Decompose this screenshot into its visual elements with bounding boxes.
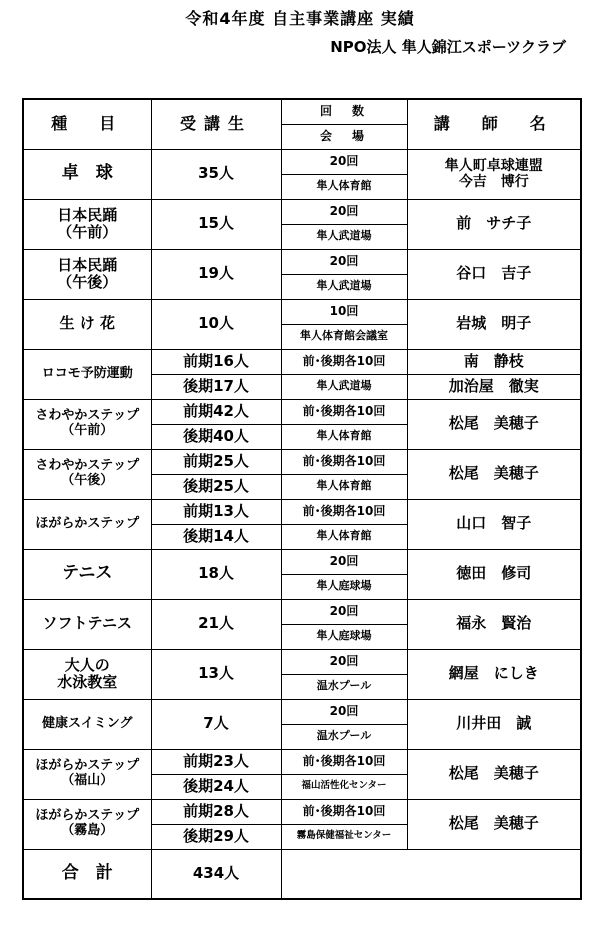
sessions-cell: 20回 (281, 649, 407, 674)
sessions-cell: 前･後期各10回 (281, 399, 407, 424)
participants-first-cell: 前期13人 (151, 499, 281, 524)
line-text: 前 サチ子 (456, 214, 532, 233)
line-text: 日本民踊 (57, 255, 118, 274)
instructor-cell (407, 549, 581, 599)
participants-cell: 15人 (151, 199, 281, 249)
instructor-cell (407, 499, 581, 549)
venue-cell: 隼人武道場 (281, 224, 407, 249)
venue-cell: 隼人体育館 (281, 524, 407, 549)
line-text: 松尾 美穂子 (448, 764, 539, 783)
table-row (23, 499, 581, 524)
line-text: （福山） (61, 773, 114, 788)
venue-cell: 隼人武道場 (281, 374, 407, 399)
subject-cell (23, 249, 151, 299)
total-count: 434人 (151, 849, 281, 899)
line-text: （午後） (57, 273, 118, 291)
subject-cell (23, 399, 151, 449)
subject-cell (23, 699, 151, 749)
sessions-cell: 前･後期各10回 (281, 449, 407, 474)
table-row (23, 649, 581, 674)
total-row (23, 849, 581, 899)
participants-second-cell: 後期24人 (151, 774, 281, 799)
line-text: 大人の (64, 655, 110, 674)
subject-cell (23, 349, 151, 399)
instructor-second-cell: 加治屋 徹実 (407, 374, 581, 399)
line-text: 松尾 美穂子 (448, 464, 539, 483)
line-text: 今吉 博行 (458, 174, 529, 190)
table-row (23, 449, 581, 474)
line-text: ほがらかステップ (35, 758, 140, 774)
instructor-cell (407, 299, 581, 349)
table-row (23, 799, 581, 824)
instructor-first-cell: 南 静枝 (407, 349, 581, 374)
participants-second-cell: 後期25人 (151, 474, 281, 499)
line-text: ソフトテニス (42, 614, 132, 633)
participants-cell: 21人 (151, 599, 281, 649)
sessions-cell: 20回 (281, 599, 407, 624)
venue-cell: 隼人体育館 (281, 174, 407, 199)
line-text: 生 け 花 (59, 314, 115, 333)
participants-second-cell: 後期17人 (151, 374, 281, 399)
sessions-cell: 20回 (281, 549, 407, 574)
subject-cell (23, 599, 151, 649)
venue-cell: 霧島保健福祉センター (281, 824, 407, 849)
sessions-cell: 前･後期各10回 (281, 749, 407, 774)
instructor-cell (407, 799, 581, 849)
participants-cell: 13人 (151, 649, 281, 699)
line-text: （霧島） (61, 823, 114, 838)
sessions-cell: 20回 (281, 699, 407, 724)
participants-first-cell: 前期25人 (151, 449, 281, 474)
subject-cell (23, 749, 151, 799)
instructor-cell (407, 599, 581, 649)
header-instructor: 講 師 名 (407, 99, 581, 149)
venue-cell: 隼人体育館会議室 (281, 324, 407, 349)
line-text: ほがらかステップ (35, 808, 140, 824)
line-text: 岩城 明子 (456, 314, 532, 333)
line-text: 松尾 美穂子 (448, 814, 539, 833)
line-text: 松尾 美穂子 (448, 414, 539, 433)
venue-cell: 隼人庭球場 (281, 574, 407, 599)
results-table (22, 98, 582, 900)
table-row (23, 399, 581, 424)
participants-first-cell: 前期28人 (151, 799, 281, 824)
line-text: ほがらかステップ (35, 515, 140, 531)
instructor-cell (407, 749, 581, 799)
venue-cell: 福山活性化センター (281, 774, 407, 799)
line-text: （午後） (61, 473, 114, 488)
participants-cell: 10人 (151, 299, 281, 349)
table-row (23, 249, 581, 274)
total-label: 合 計 (23, 849, 151, 899)
organization-name: NPO法人 隼人錦江スポーツクラブ (330, 38, 566, 56)
sessions-cell: 前･後期各10回 (281, 349, 407, 374)
line-text: 水泳教室 (57, 673, 118, 691)
table-row (23, 199, 581, 224)
page-title: 令和4年度 自主事業講座 実績 (185, 9, 415, 28)
line-text: （午前） (57, 223, 118, 241)
instructor-cell (407, 649, 581, 699)
participants-first-cell: 前期23人 (151, 749, 281, 774)
line-text: 網屋 にしき (448, 664, 539, 683)
header-sessions: 回 数 (281, 99, 407, 124)
line-text: さわやかステップ (35, 408, 140, 424)
line-text: （午前） (61, 423, 114, 438)
line-text: 隼人町卓球連盟 (444, 157, 543, 174)
line-text: 日本民踊 (57, 205, 118, 224)
subject-cell (23, 799, 151, 849)
sessions-cell: 前･後期各10回 (281, 799, 407, 824)
line-text: 徳田 修司 (456, 564, 532, 583)
participants-cell: 35人 (151, 149, 281, 199)
instructor-cell (407, 149, 581, 199)
participants-first-cell: 前期16人 (151, 349, 281, 374)
participants-second-cell: 後期40人 (151, 424, 281, 449)
participants-cell: 7人 (151, 699, 281, 749)
total-empty (281, 849, 581, 899)
venue-cell: 温水プール (281, 674, 407, 699)
instructor-cell (407, 449, 581, 499)
venue-cell: 隼人庭球場 (281, 624, 407, 649)
subject-cell (23, 549, 151, 599)
line-text: テニス (62, 563, 113, 584)
participants-cell: 19人 (151, 249, 281, 299)
sessions-cell: 前･後期各10回 (281, 499, 407, 524)
header-subject: 種 目 (23, 99, 151, 149)
sessions-cell: 20回 (281, 249, 407, 274)
participants-second-cell: 後期14人 (151, 524, 281, 549)
instructor-cell (407, 249, 581, 299)
table-row (23, 149, 581, 174)
subject-cell (23, 499, 151, 549)
line-text: さわやかステップ (35, 458, 140, 474)
subject-cell (23, 149, 151, 199)
table-row (23, 599, 581, 624)
subject-cell (23, 649, 151, 699)
instructor-cell (407, 699, 581, 749)
header-row (23, 99, 581, 124)
venue-cell: 隼人武道場 (281, 274, 407, 299)
line-text: 山口 智子 (456, 514, 532, 533)
participants-cell: 18人 (151, 549, 281, 599)
participants-first-cell: 前期42人 (151, 399, 281, 424)
line-text: 福永 賢治 (456, 614, 532, 633)
line-text: 卓 球 (61, 163, 113, 184)
line-text: 健康スイミング (42, 715, 133, 731)
header-venue: 会 場 (281, 124, 407, 149)
instructor-cell (407, 199, 581, 249)
table-row (23, 749, 581, 774)
sessions-cell: 20回 (281, 199, 407, 224)
venue-cell: 隼人体育館 (281, 474, 407, 499)
line-text: 川井田 誠 (456, 714, 532, 733)
line-text: ロコモ予防運動 (41, 365, 133, 381)
subject-cell (23, 299, 151, 349)
table-row (23, 299, 581, 324)
line-text: 谷口 吉子 (456, 264, 532, 283)
table-row (23, 549, 581, 574)
instructor-cell (407, 399, 581, 449)
subject-cell (23, 449, 151, 499)
venue-cell: 隼人体育館 (281, 424, 407, 449)
sessions-cell: 10回 (281, 299, 407, 324)
header-participants: 受講生 (151, 99, 281, 149)
table-row (23, 699, 581, 724)
venue-cell: 温水プール (281, 724, 407, 749)
participants-second-cell: 後期29人 (151, 824, 281, 849)
table-row (23, 349, 581, 374)
sessions-cell: 20回 (281, 149, 407, 174)
subject-cell (23, 199, 151, 249)
